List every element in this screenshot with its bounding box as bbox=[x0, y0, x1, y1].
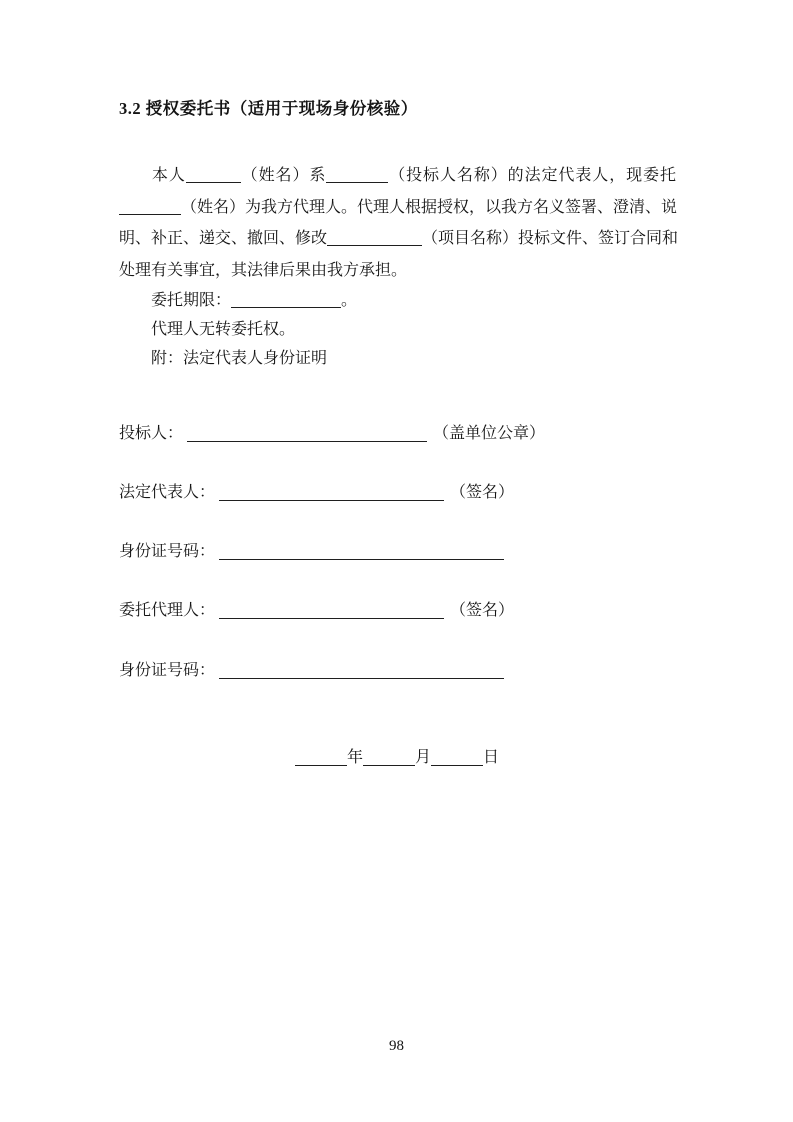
date-month-blank bbox=[363, 749, 415, 766]
paragraph-text: （姓名）系 bbox=[240, 167, 327, 184]
legal-rep-signature-row bbox=[119, 480, 719, 506]
day-label: 日 bbox=[483, 749, 500, 766]
paragraph-line-3 bbox=[119, 223, 679, 255]
month-label: 月 bbox=[415, 749, 432, 766]
paragraph-text: 处理有关事宜，其法律后果由我方承担。 bbox=[119, 261, 408, 279]
legal-rep-id-row bbox=[119, 539, 719, 565]
paragraph-text: 本人 bbox=[151, 167, 186, 184]
bidder-label: 投标人： bbox=[119, 425, 184, 442]
paragraph-text: （姓名）为我方代理人。代理人根据授权，以我方名义签署、澄清、说 bbox=[181, 198, 678, 216]
agent-sign-note: （签名） bbox=[450, 602, 515, 619]
legal-rep-sign-note: （签名） bbox=[450, 484, 515, 501]
paragraph-line-2 bbox=[119, 192, 676, 224]
agent-name-blank bbox=[119, 198, 181, 215]
agent-id-blank bbox=[219, 662, 504, 679]
section-heading: 3.2 授权委托书（适用于现场身份核验） bbox=[119, 99, 418, 118]
duration-label: 委托期限： bbox=[151, 292, 232, 310]
paragraph-text: 明、补正、递交、撤回、修改 bbox=[119, 230, 328, 248]
legal-rep-id-label: 身份证号码： bbox=[119, 543, 216, 560]
page-number: 98 bbox=[389, 1038, 404, 1054]
paragraph-text: （投标人名称）的法定代表人，现委托 bbox=[388, 167, 676, 184]
agent-id-row bbox=[119, 658, 719, 684]
principal-name-blank bbox=[186, 166, 241, 183]
legal-rep-label: 法定代表人： bbox=[119, 484, 216, 501]
no-transfer-clause: 代理人无转委托权。 bbox=[151, 321, 296, 339]
agent-id-label: 身份证号码： bbox=[119, 662, 216, 679]
duration-blank bbox=[231, 291, 341, 308]
attachment-note: 附：法定代表人身份证明 bbox=[151, 350, 328, 368]
duration-period: 。 bbox=[341, 292, 358, 310]
paragraph-text: （项目名称）投标文件、签订合同和 bbox=[422, 230, 679, 248]
duration-clause bbox=[119, 286, 676, 315]
date-line bbox=[295, 745, 499, 771]
year-label: 年 bbox=[347, 749, 364, 766]
agent-label: 委托代理人： bbox=[119, 602, 216, 619]
date-day-blank bbox=[431, 749, 483, 766]
paragraph-line-4 bbox=[119, 255, 676, 287]
agent-signature-blank bbox=[219, 602, 444, 619]
bidder-signature-blank bbox=[187, 425, 427, 442]
authorization-paragraph bbox=[119, 160, 679, 373]
bidder-name-blank bbox=[326, 166, 388, 183]
bidder-seal-note: （盖单位公章） bbox=[433, 425, 546, 442]
legal-rep-id-blank bbox=[219, 543, 504, 560]
agent-signature-row bbox=[119, 598, 719, 624]
date-year-blank bbox=[295, 749, 347, 766]
bidder-signature-row bbox=[119, 421, 719, 447]
paragraph-line-1 bbox=[119, 160, 676, 192]
project-name-blank bbox=[327, 229, 422, 246]
legal-rep-signature-blank bbox=[219, 484, 444, 501]
